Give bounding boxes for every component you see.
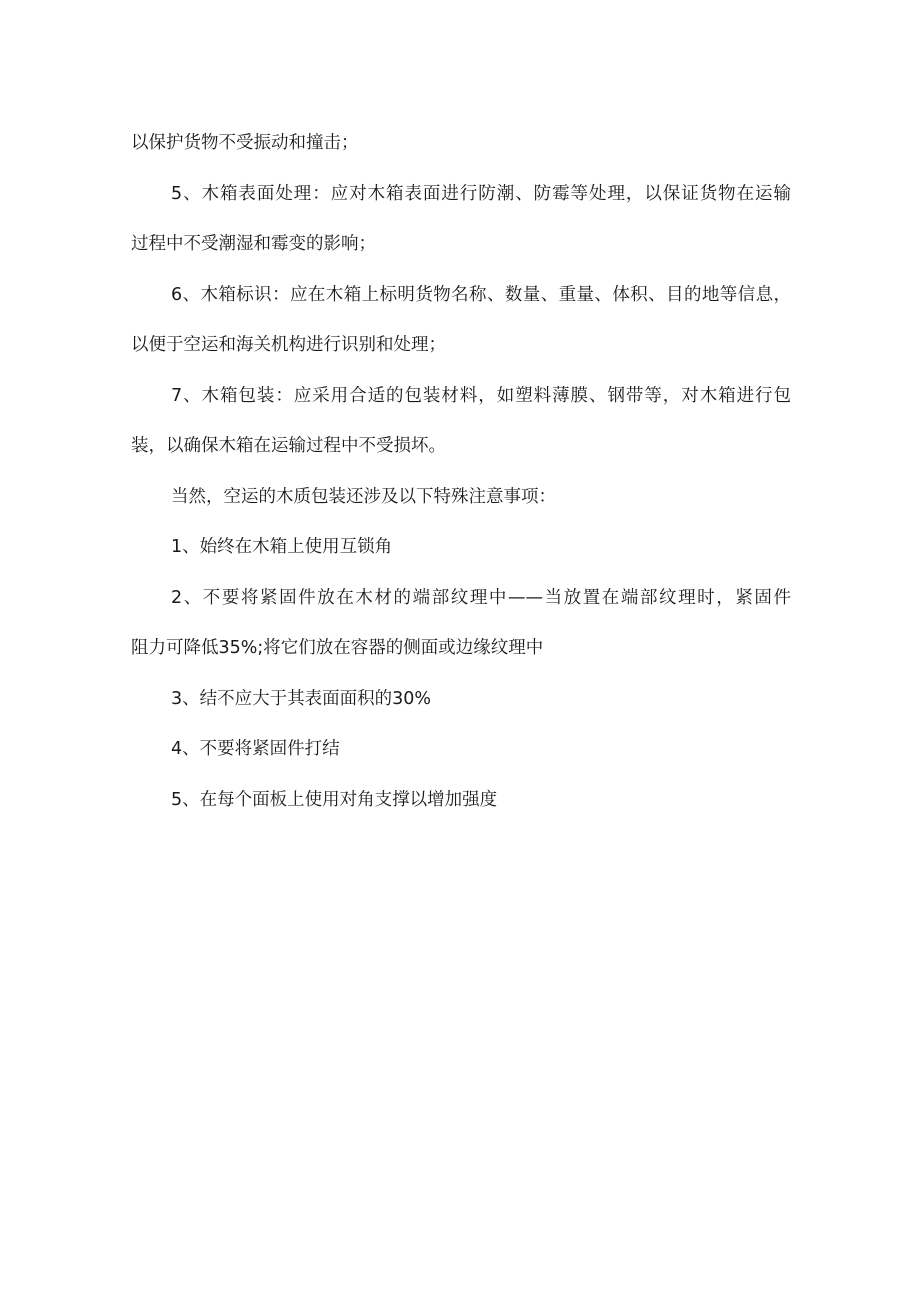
paragraph-special-notes-intro: [131, 472, 791, 523]
text-line: 2、不要将紧固件放在木材的端部纹理中——当放置在端部纹理时，紧固件: [171, 587, 791, 608]
text-line: 5、在每个面板上使用对角支撑以增加强度: [171, 789, 498, 810]
text-line: 当然，空运的木质包装还涉及以下特殊注意事项：: [171, 486, 556, 507]
text-line: 阻力可降低35%;将它们放在容器的侧面或边缘纹理中: [131, 638, 544, 658]
text-line: 5、木箱表面处理：应对木箱表面进行防潮、防霉等处理，以保证货物在运输: [171, 183, 791, 204]
text-line: 装，以确保木箱在运输过程中不受损坏。: [131, 436, 446, 456]
paragraph-note-3: [131, 674, 791, 725]
paragraph-note-5: [131, 775, 791, 826]
text-line: 以便于空运和海关机构进行识别和处理；: [131, 335, 446, 355]
document-body: [131, 118, 791, 825]
text-line: 1、始终在木箱上使用互锁角: [171, 537, 393, 557]
text-line: 7、木箱包装：应采用合适的包装材料，如塑料薄膜、钢带等，对木箱进行包: [171, 385, 791, 406]
text-line: 3、结不应大于其表面面积的30%: [171, 688, 432, 709]
paragraph-continuation: [131, 118, 791, 169]
paragraph-note-2: [131, 573, 791, 674]
text-line: 6、木箱标识：应在木箱上标明货物名称、数量、重量、体积、目的地等信息，: [171, 284, 791, 305]
paragraph-note-4: [131, 724, 791, 775]
paragraph-item-6-labeling: [131, 270, 791, 371]
paragraph-note-1: [131, 522, 791, 573]
paragraph-item-5-surface-treatment: [131, 169, 791, 270]
paragraph-item-7-packaging: [131, 371, 791, 472]
text-line: 以保护货物不受振动和撞击；: [131, 133, 359, 153]
text-line: 4、不要将紧固件打结: [171, 739, 340, 759]
text-line: 过程中不受潮湿和霉变的影响；: [131, 234, 376, 254]
